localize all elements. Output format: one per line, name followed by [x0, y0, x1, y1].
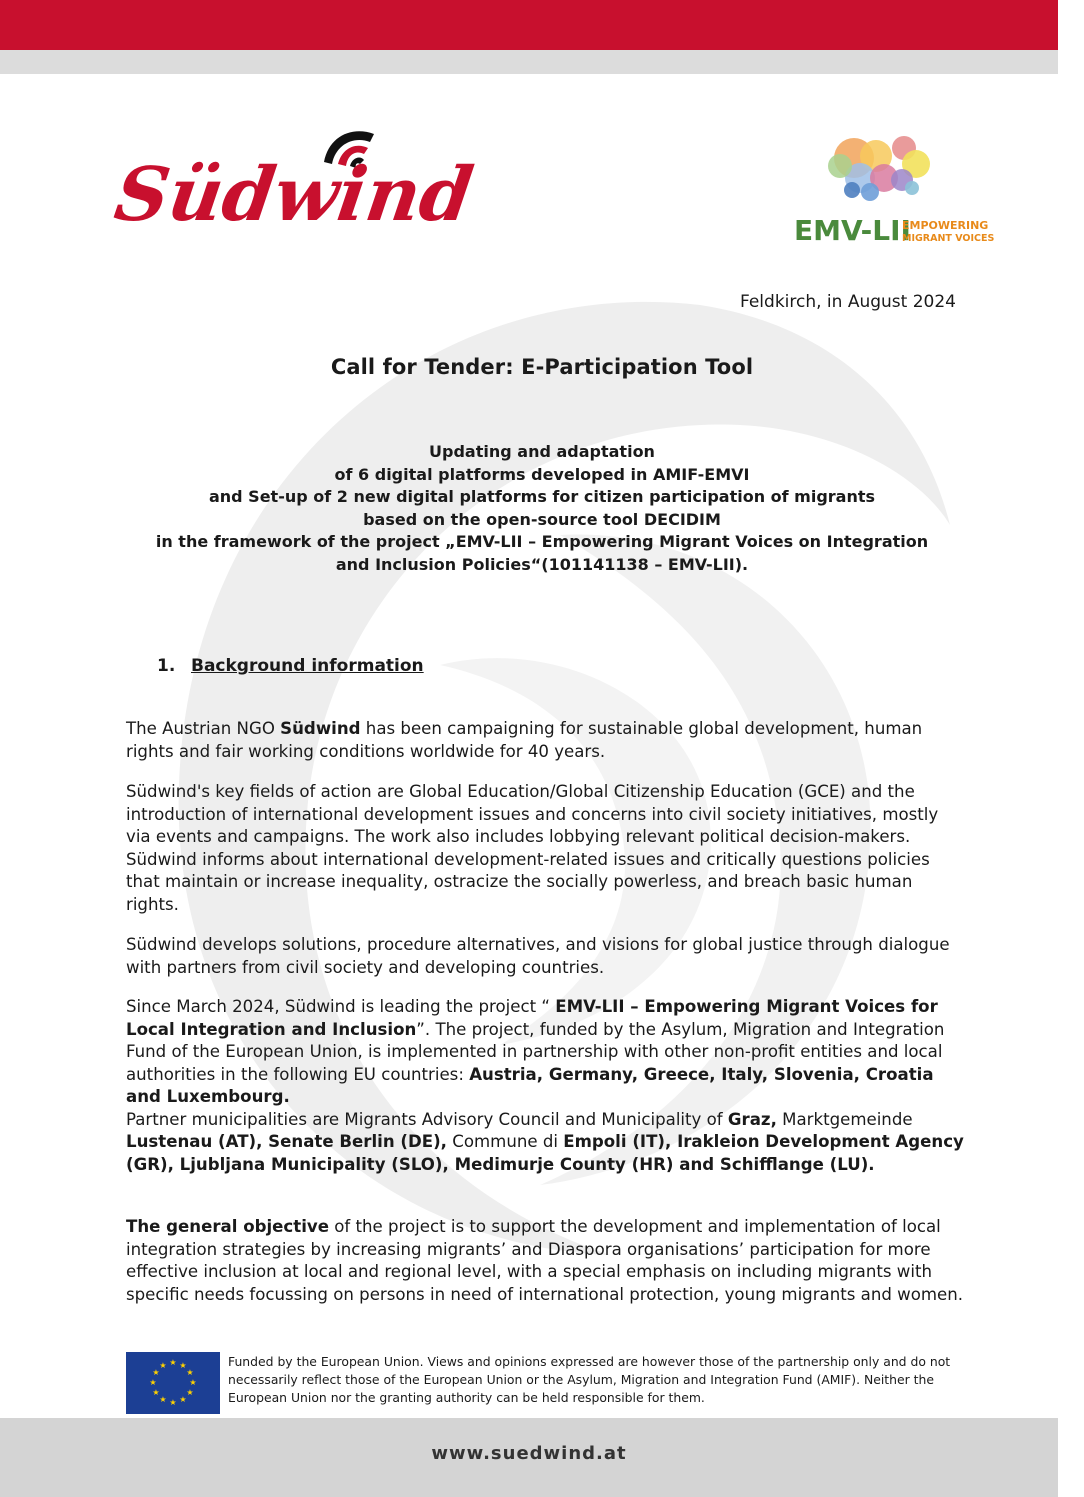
svg-text:★: ★: [169, 1398, 177, 1407]
date-line: Feldkirch, in August 2024: [740, 292, 956, 312]
subtitle-line: based on the open-source tool DECIDIM: [363, 509, 721, 529]
text-run-bold: Austria, Germany, Greece, Italy, Slovenia, Croatia and Luxembourg.: [126, 1064, 934, 1106]
paragraph-general-objective: [126, 1216, 966, 1306]
paragraph-intro: [126, 718, 966, 763]
svg-text:★: ★: [152, 1368, 160, 1377]
text-run: Partner municipalities are Migrants Advisory Council and Municipality of: [126, 1109, 728, 1129]
text-run-bold: The general objective: [126, 1217, 329, 1236]
text-run: ”. The project, funded by the Asylum, Migration and Integration Fund of the European Union, is implemented in partnership with other non-profit entities and local authorities in the following EU countries:: [126, 1019, 945, 1084]
svg-text:★: ★: [169, 1358, 177, 1367]
emv-lii-name: EMV-LII: [794, 214, 911, 247]
header-grey-bar: [0, 50, 1058, 74]
svg-text:★: ★: [179, 1395, 187, 1404]
text-run: Since March 2024, Südwind is leading the project “: [126, 997, 556, 1016]
svg-text:★: ★: [152, 1388, 160, 1397]
subtitle-block: [126, 441, 958, 576]
sudwind-logo-text: Südwind: [109, 150, 479, 238]
footer-website-link[interactable]: www.suedwind.at: [431, 1443, 627, 1464]
paragraph-project: [126, 996, 966, 1176]
svg-text:★: ★: [159, 1395, 167, 1404]
svg-text:★: ★: [186, 1368, 194, 1377]
text-run-bold: Lustenau (AT), Senate Berlin (DE),: [126, 1132, 447, 1151]
header-red-bar: [0, 0, 1058, 50]
text-run: Commune di: [447, 1132, 564, 1151]
emv-lii-tagline-1: EMPOWERING: [902, 219, 989, 232]
text-run-bold: Graz,: [727, 1109, 777, 1129]
svg-text:★: ★: [179, 1361, 187, 1370]
text-run-bold: Südwind: [280, 719, 361, 738]
paragraph-fields-of-action: [126, 781, 966, 916]
eu-flag-icon: [126, 1352, 220, 1414]
paragraph-solutions: [126, 934, 966, 979]
svg-text:★: ★: [159, 1361, 167, 1370]
paragraph-text: Südwind develops solutions, procedure alternatives, and visions for global justice through dialogue with partners from civil society and developing countries.: [126, 935, 950, 977]
subtitle-line: and Set-up of 2 new digital platforms for citizen participation of migrants: [208, 487, 876, 506]
svg-text:★: ★: [149, 1378, 157, 1387]
text-run: has been campaigning for sustainable global development, human rights and fair working conditions worldwide for 40 years.: [126, 719, 923, 761]
text-run-bold: Empoli (IT), Irakleion Development Agency (GR), Ljubljana Municipality (SLO), Medimurje County (HR) and Schifflange (LU).: [126, 1132, 964, 1174]
subtitle-line: in the framework of the project „EMV-LII – Empowering Migrant Voices on Integration: [155, 532, 929, 551]
text-run: The Austrian NGO: [126, 719, 281, 738]
svg-text:★: ★: [186, 1388, 194, 1397]
section-heading: [157, 656, 424, 676]
emv-lii-logo: [792, 128, 995, 248]
subtitle-line: and Inclusion Policies“(101141138 – EMV-LII).: [335, 554, 749, 574]
text-run-bold: EMV-LII – Empowering Migrant Voices for Local Integration and Inclusion: [126, 997, 938, 1039]
page-title: Call for Tender: E-Participation Tool: [330, 355, 754, 379]
eu-funding-disclaimer: Funded by the European Union. Views and opinions expressed are however those of the partnership only and do not necessarily reflect those of the European Union or the Asylum, Migration and Integration Fund (AMIF). Neither the European Union nor the granting authority can be held responsible for them.: [228, 1354, 951, 1405]
section-number: 1.: [157, 656, 176, 676]
svg-text:★: ★: [189, 1378, 197, 1387]
emv-lii-tagline-2: MIGRANT VOICES: [902, 233, 995, 244]
text-run: of the project is to support the development and implementation of local integration strategies by increasing migrants’ and Diaspora organisations’ participation for more effective inclusion at local and regional level, with a special emphasis on including migrants with specific needs focussing on persons in need of international protection, young migrants and women.: [126, 1217, 964, 1304]
text-run: Marktgemeinde: [776, 1109, 913, 1129]
section-title: Background information: [191, 656, 424, 676]
subtitle-line: of 6 digital platforms developed in AMIF-EMVI: [334, 464, 750, 484]
subtitle-line: Updating and adaptation: [429, 442, 655, 461]
sudwind-logo: [109, 122, 479, 238]
paragraph-text: Südwind's key fields of action are Global Education/Global Citizenship Education (GCE) and the introduction of international development issues and concerns into civil society initiatives, mostly via events and campaigns. The work also includes lobbying relevant political decision-makers. Südwind informs about international development-related issues and critically questions policies that maintain or increase inequality, ostracize the socially powerless, and breach basic human rights.: [126, 782, 939, 914]
